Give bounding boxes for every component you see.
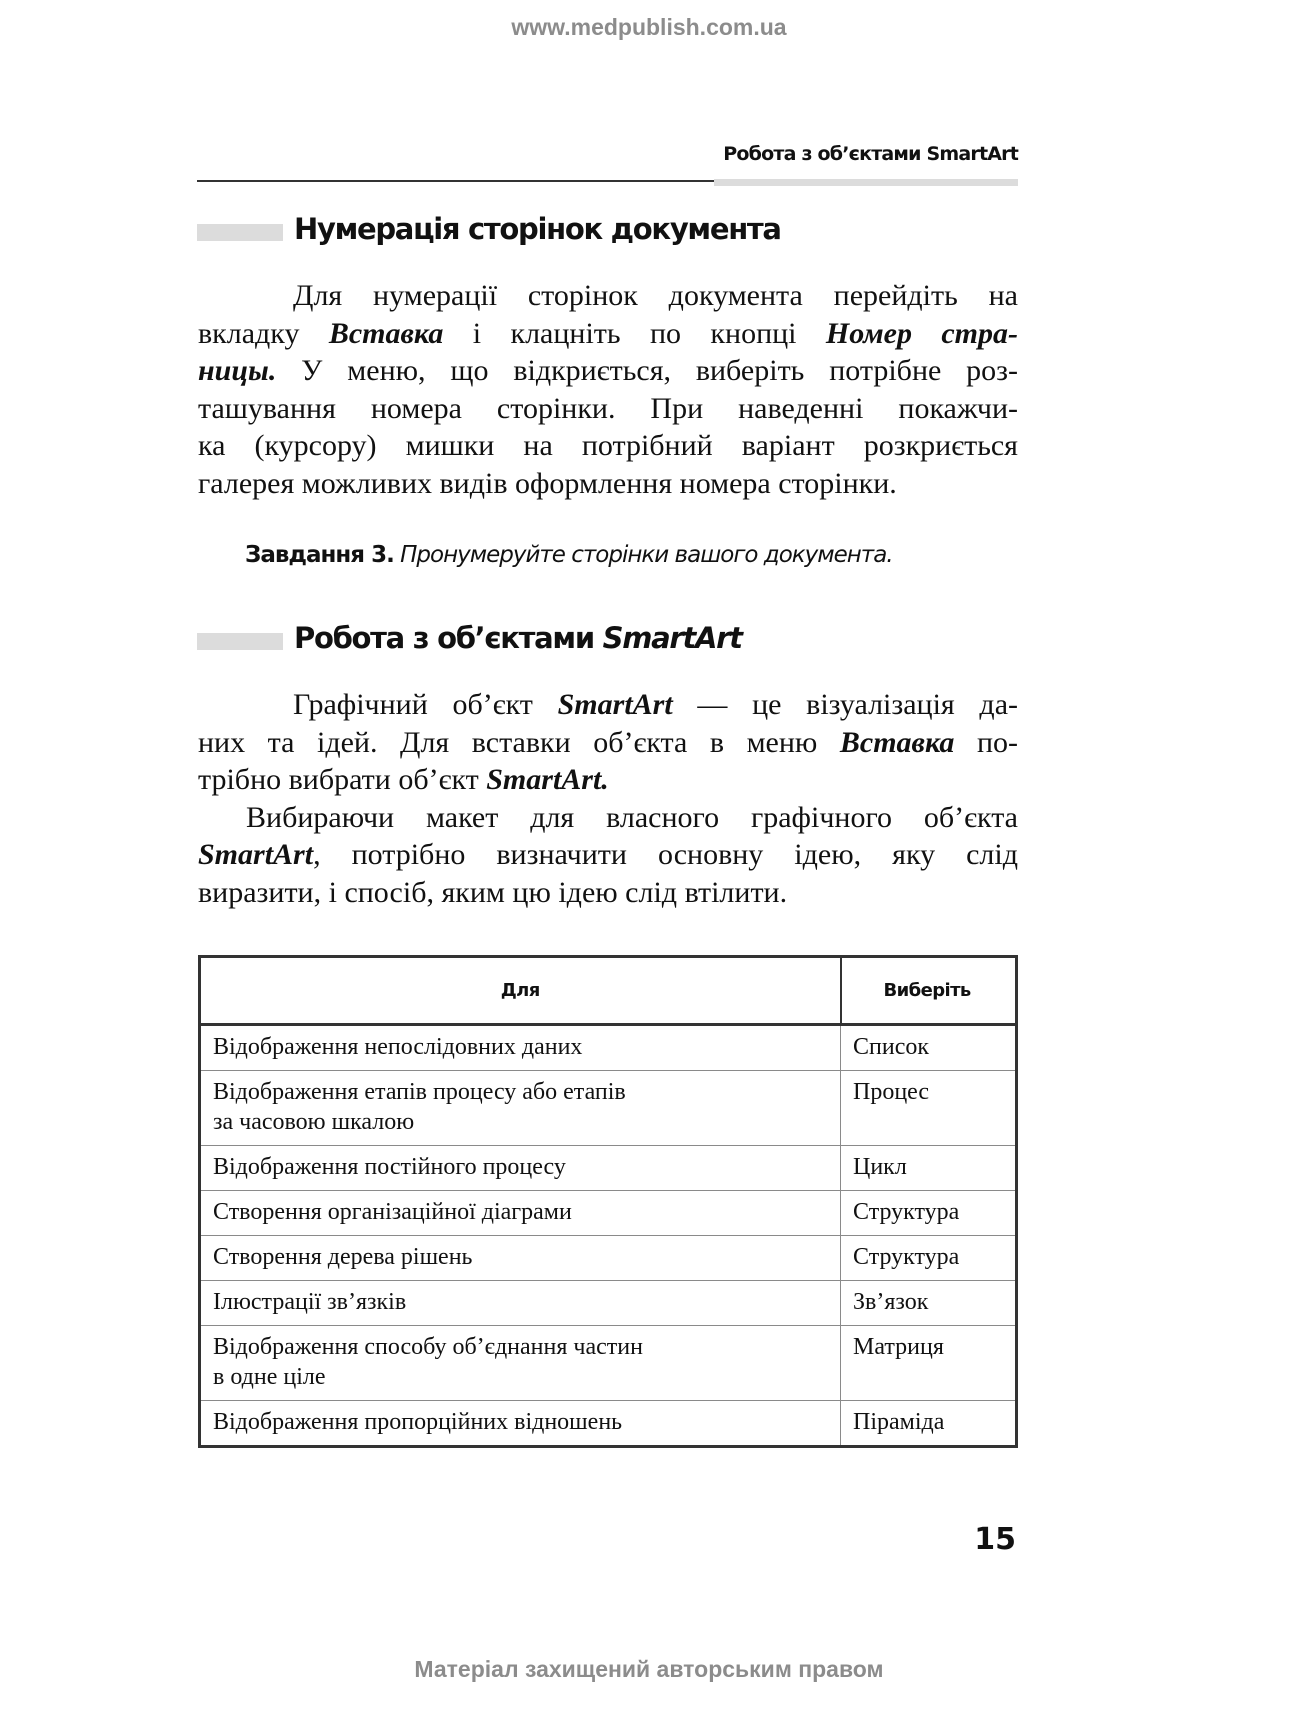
- smartart-choice-table: [198, 955, 1018, 1448]
- text-line: [198, 836, 1018, 874]
- task-label: Завдання 3.: [245, 542, 394, 568]
- cell-layout-type: Матриця: [841, 1326, 1017, 1401]
- text-run: ка (курсору) мишки на потрібний варіант розкриється: [198, 429, 1018, 463]
- column-header-for: Для: [200, 957, 841, 1025]
- text-run: і клацніть по кнопці: [443, 316, 826, 350]
- cell-purpose: Відображення пропорційних відношень: [200, 1401, 841, 1447]
- table-row: [200, 1146, 1017, 1191]
- text-run: трібно вибрати об’єкт: [198, 763, 487, 797]
- table-row: [200, 1281, 1017, 1326]
- emphasized-term: SmartArt: [557, 688, 673, 721]
- text-run: Вибираючи макет для власного графічного об’єкта: [246, 800, 1018, 834]
- paragraph-smartart: [198, 686, 1018, 912]
- heading-marker-bar: [197, 224, 283, 241]
- column-header-choose: Виберіть: [841, 957, 1017, 1025]
- emphasized-term: SmartArt: [198, 838, 314, 872]
- running-header: Робота з об’єктами SmartArt: [723, 143, 1018, 165]
- cell-purpose: Відображення способу об’єднання частин в одне ціле: [200, 1326, 841, 1401]
- cell-layout-type: Структура: [841, 1236, 1017, 1281]
- table-row: [200, 1071, 1017, 1146]
- heading-text: Робота з об’єктами: [294, 621, 603, 655]
- header-rule: [197, 180, 714, 182]
- cell-purpose: Створення дерева рішень: [200, 1236, 841, 1281]
- task-text: Пронумеруйте сторінки вашого документа.: [393, 542, 893, 568]
- emphasized-term: SmartArt.: [486, 763, 609, 797]
- heading-marker-bar: [197, 633, 283, 650]
- table-row: [200, 1326, 1017, 1401]
- text-run: Для нумерації сторінок документа перейдіть на: [293, 279, 1018, 312]
- text-run: них та ідей. Для вставки об’єкта в меню: [198, 725, 840, 759]
- text-line: [198, 465, 1018, 503]
- table-row: [200, 1025, 1017, 1071]
- cell-purpose: Відображення непослідовних даних: [200, 1025, 841, 1071]
- text-line: [198, 390, 1018, 428]
- emphasized-term: Номер стра-: [825, 316, 1018, 350]
- table-header-row: [200, 957, 1017, 1025]
- cell-purpose: Створення організаційної діаграми: [200, 1191, 841, 1236]
- cell-purpose: Відображення постійного процесу: [200, 1146, 841, 1191]
- text-run: вкладку: [198, 316, 329, 350]
- paragraph-page-numbering: [198, 277, 1018, 503]
- cell-layout-type: Піраміда: [841, 1401, 1017, 1447]
- emphasized-term: Вставка: [839, 725, 955, 759]
- text-line: [198, 761, 1018, 799]
- header-rule-accent: [714, 179, 1018, 186]
- cell-purpose: Відображення етапів процесу або етапів за часовою шкалою: [200, 1071, 841, 1146]
- cell-layout-type: Процес: [841, 1071, 1017, 1146]
- text-line: [198, 427, 1018, 465]
- cell-layout-type: Цикл: [841, 1146, 1017, 1191]
- text-run: по-: [954, 725, 1019, 759]
- text-run: У меню, що відкриється, виберіть потрібне роз-: [276, 354, 1018, 388]
- cell-layout-type: Структура: [841, 1191, 1017, 1236]
- text-run: ташування номера сторінки. При наведенні покажчи-: [198, 391, 1018, 425]
- text-line: [198, 315, 1018, 353]
- task-3: [245, 542, 893, 568]
- section-heading-smartart: [294, 621, 742, 655]
- text-run: виразити, і спосіб, яким цю ідею слід втілити.: [198, 875, 788, 909]
- text-line: [198, 799, 1018, 837]
- site-watermark: www.medpublish.com.ua: [511, 14, 787, 40]
- page-number: 15: [974, 1522, 1016, 1557]
- section-heading-page-numbering: Нумерація сторінок документа: [294, 212, 781, 246]
- text-run: галерея можливих видів оформлення номера сторінки.: [198, 466, 897, 500]
- text-line: [198, 352, 1018, 390]
- cell-purpose: Ілюстрації зв’язків: [200, 1281, 841, 1326]
- cell-layout-type: Зв’язок: [841, 1281, 1017, 1326]
- cell-layout-type: Список: [841, 1025, 1017, 1071]
- text-line: [198, 277, 1018, 315]
- text-run: Графічний об’єкт: [293, 688, 558, 721]
- copyright-watermark: Матеріал захищений авторським правом: [414, 1656, 884, 1682]
- text-line: [198, 724, 1018, 762]
- emphasized-term: ницы.: [198, 354, 277, 388]
- text-line: [198, 874, 1018, 912]
- table-row: [200, 1401, 1017, 1447]
- emphasized-term: Вставка: [328, 316, 444, 350]
- heading-text-italic: SmartArt: [602, 621, 742, 655]
- text-line: [198, 686, 1018, 724]
- table-row: [200, 1191, 1017, 1236]
- text-run: , потрібно визначити основну ідею, яку слід: [313, 838, 1018, 872]
- text-run: — це візуалізація да-: [672, 688, 1018, 721]
- table-row: [200, 1236, 1017, 1281]
